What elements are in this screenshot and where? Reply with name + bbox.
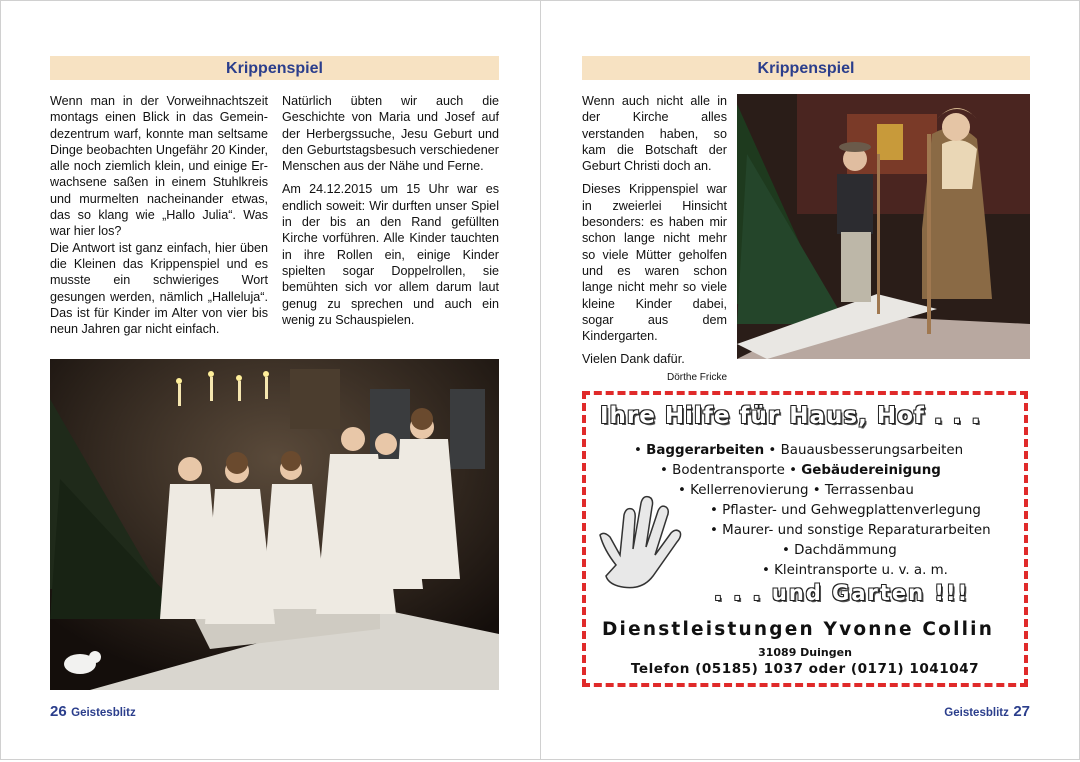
right-footer	[944, 703, 1030, 721]
nativity-joseph-photo	[737, 94, 1030, 359]
paragraph: Die Antwort ist ganz einfach, hier üben die Kleinen das Krippenspiel und es musste ein schwieriges Wort gesungen werden, nämlich „Halleluja“. Das ist für Kinder im Alter von vier bis neun Jahren gar nicht einfach.	[50, 240, 268, 337]
paragraph: Am 24.12.2015 um 15 Uhr war es endlich soweit: Wir durften unser Spiel in der bis an den Rand gefüllten Kirche vorführen. Alle Kinder tauchten in ihre Rollen ein, einige Kinder spielten sogar Doppelrollen, sie bemühten sich vor allem darum laut genug zu sprechen und auch ein wenig zu Schauspielen.	[282, 182, 499, 327]
left-footer	[50, 703, 136, 721]
paragraph: Wenn auch nicht alle in der Kirche alles verstanden haben, so kam die Botschaft der Geburt Christi doch an.	[582, 94, 727, 174]
right-column	[582, 93, 727, 386]
service-item: • Dachdämmung	[782, 543, 897, 558]
page-number: 26	[50, 703, 67, 720]
service-item: • Kellerrenovierung • Terrassenbau	[678, 483, 914, 498]
magazine-name: Geistesblitz	[71, 707, 136, 719]
ad-garten-slogan: . . . und Garten !!!	[714, 581, 970, 605]
paragraph: Vielen Dank dafür.	[582, 352, 685, 367]
advertisement-box	[582, 391, 1028, 687]
page-number: 27	[1013, 703, 1030, 720]
ad-service-list	[634, 441, 991, 581]
ad-phone: Telefon (05185) 1037 oder (0171) 1041047	[630, 661, 980, 677]
left-section-header: Krippenspiel	[50, 56, 499, 80]
magazine-name: Geistesblitz	[944, 707, 1009, 719]
ad-zip-city: 31089 Duingen	[758, 646, 852, 659]
paragraph: Natürlich übten wir auch die Geschichte von Maria und Josef auf der Herbergssuche, Jesu Geburt und den Geburtstagsbesuch verschiedener Menschen aus der Nähe und Ferne.	[282, 94, 499, 174]
left-column-2	[282, 93, 499, 335]
author-signature: Dörthe Fricke	[666, 371, 727, 383]
paragraph: Wenn man in der Vorweihnachtszeit montags einen Blick in das Gemeindezentrum warf, konnte man seltsame Dinge beobachten Ungefähr 20 Kinder, alle noch ziemlich klein, und einige Erwachsene saßen in einem Stuhlkreis und murmelten nacheinander etwas, das so klang wie „Hallo Julia“. Was war hier los?	[50, 94, 268, 239]
service-item: • Maurer- und sonstige Reparaturarbeiten	[710, 523, 991, 538]
right-section-header: Krippenspiel	[582, 56, 1030, 80]
paragraph: Dieses Krippenspiel war in zweierlei Hinsicht besonders: es haben mir schon lange nicht mehr so viele Mütter geholfen und es waren schon lange nicht mehr so viele kleine Kinder dabei, sogar aus dem Kindergarten.	[582, 182, 727, 344]
ad-company-name: Dienstleistungen Yvonne Collin	[602, 619, 995, 640]
service-item: • Bodentransporte • Gebäudereinigung	[660, 463, 941, 478]
service-item: • Pflaster- und Gehwegplattenverlegung	[710, 503, 981, 518]
left-column-1	[50, 93, 268, 344]
service-item: • Baggerarbeiten • Bauausbesserungsarbeiten	[634, 443, 964, 458]
nativity-angels-photo	[50, 359, 499, 690]
ad-headline: Ihre Hilfe für Haus, Hof . . .	[600, 403, 982, 429]
service-item: • Kleintransporte u. v. a. m.	[762, 563, 948, 578]
